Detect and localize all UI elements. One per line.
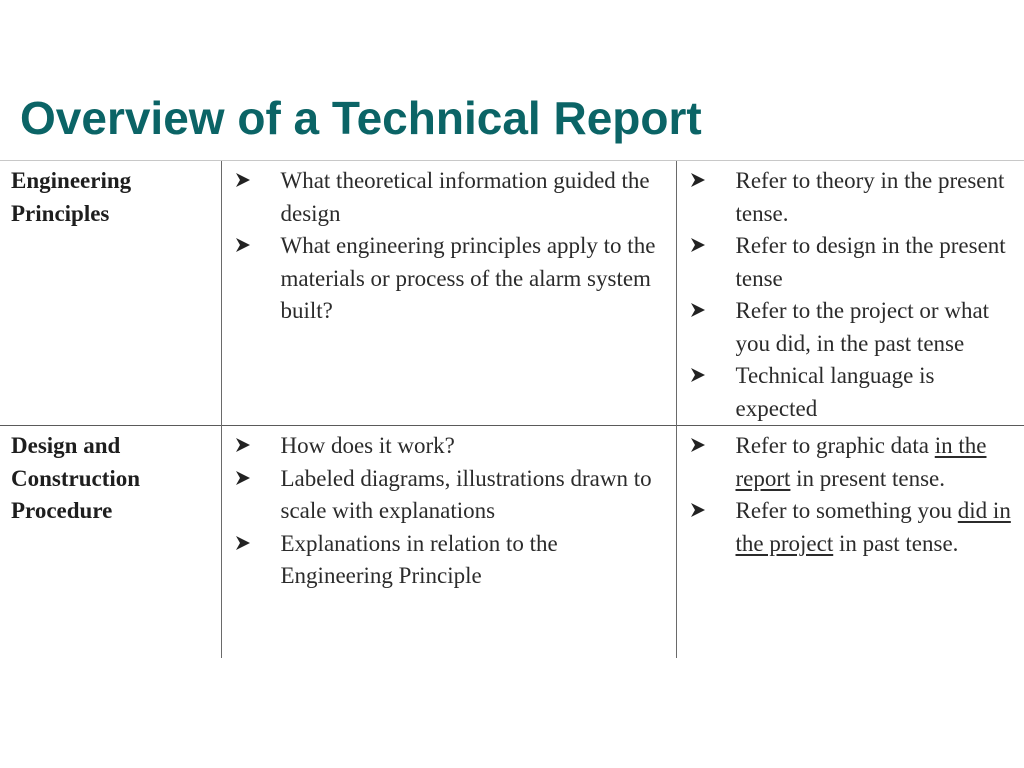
table-row-engineering-principles — [0, 161, 1024, 426]
list-item-text: Technical language is expected — [735, 363, 935, 421]
arrow-bullet-icon — [691, 238, 705, 252]
list-item-text: Explanations in relation to the Engineering Principle — [280, 530, 558, 588]
report-overview-table — [0, 160, 1024, 658]
list-item — [691, 230, 1017, 295]
list-item — [691, 295, 1017, 360]
list-item-text: Refer to theory in the present tense. — [735, 168, 1005, 226]
arrow-bullet-icon — [236, 238, 250, 252]
arrow-bullet-icon — [236, 173, 250, 187]
list-item-text-end: in present tense. — [790, 465, 945, 491]
list-item — [236, 165, 656, 230]
underlined-phrase: in the report — [735, 433, 987, 491]
arrow-bullet-icon — [691, 303, 705, 317]
list-item-text-start: Refer to something you — [735, 498, 958, 523]
list-item-text: What theoretical information guided the design — [280, 168, 650, 226]
questions-list — [236, 165, 656, 328]
list-item-text: What engineering principles apply to the materials or process of the alarm system built? — [280, 233, 656, 323]
arrow-bullet-icon — [691, 503, 705, 517]
arrow-bullet-icon — [691, 438, 705, 452]
arrow-bullet-icon — [236, 471, 250, 485]
list-item-text: Refer to design in the present tense — [735, 233, 1006, 291]
row-heading: Engineering Principles — [0, 161, 221, 426]
guidelines-list — [691, 165, 1017, 425]
table-row-design-and-construction — [0, 426, 1024, 659]
list-item — [691, 165, 1017, 230]
list-item — [236, 463, 656, 528]
arrow-bullet-icon — [691, 173, 705, 187]
guidelines-list — [691, 430, 1017, 560]
slide-title: Overview of a Technical Report — [20, 92, 702, 144]
list-item — [236, 528, 656, 593]
list-item-text: Refer to the project or what you did, in the past tense — [735, 298, 990, 356]
guidelines-cell — [676, 426, 1024, 659]
underlined-phrase: did in the project — [735, 498, 1011, 556]
list-item-text-end: in past tense. — [833, 530, 959, 556]
guidelines-cell — [676, 161, 1024, 426]
list-item — [691, 430, 1017, 495]
list-item — [691, 495, 1017, 560]
list-item — [236, 230, 656, 328]
questions-cell — [221, 161, 676, 426]
list-item-text-start: Refer to graphic data — [735, 433, 935, 458]
list-item — [236, 430, 656, 463]
list-item-text: Labeled diagrams, illustrations drawn to scale with explanations — [280, 465, 652, 523]
arrow-bullet-icon — [691, 368, 705, 382]
row-heading: Design and Construction Procedure — [0, 426, 221, 659]
questions-cell — [221, 426, 676, 659]
arrow-bullet-icon — [236, 438, 250, 452]
arrow-bullet-icon — [236, 536, 250, 550]
questions-list — [236, 430, 656, 593]
list-item — [691, 360, 1017, 425]
list-item-text: How does it work? — [280, 433, 455, 458]
